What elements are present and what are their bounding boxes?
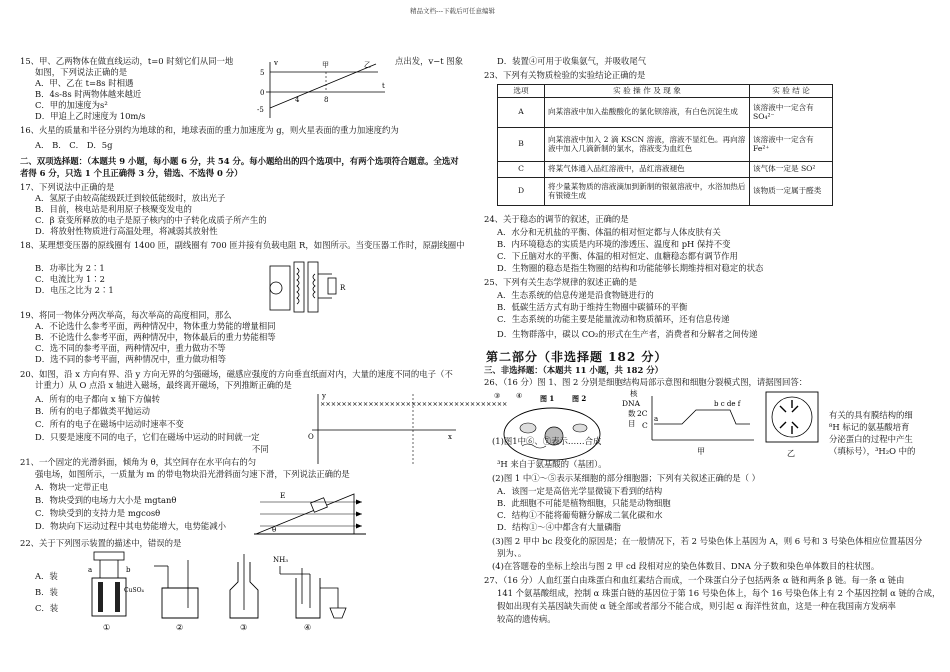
q17-option-d: D．将放射性物质进行高温处理，将减弱其放射性 [35, 226, 218, 236]
graph-x4: 4 [295, 96, 300, 104]
q23-stem: 23、下列有关物质检验的实验结论正确的是 [484, 70, 646, 80]
q25-option-c: C．生态系统的功能主要是能量流动和物质循环，还有信息传递 [497, 314, 730, 324]
q26-q2-d: D．结构①～④中都含有大量磷脂 [497, 522, 621, 532]
fig2-he: 核 [630, 389, 638, 398]
q22-option-d: D．装置④可用于收集氨气，并吸收尾气 [497, 56, 647, 66]
q15-option-d: D．甲追上乙时速度为 10m/s [35, 111, 146, 121]
q16-stem: 16、火星的质量和半径分别约为地球的和，地球表面的重力加速度为 g，则火星表面的重力加速度约为 [20, 125, 399, 135]
q17-stem: 17、下列说法中正确的是 [20, 182, 115, 192]
q20-stem2: 计重力）从 O 点沿 x 轴进入磁场，最终离开磁场，下列推断正确的是 [35, 380, 292, 390]
q27-line4: 较高的遗传病。 [497, 614, 556, 624]
q20-option-d: D．只要是速度不同的电子，它们在磁场中运动的时间就一定 [35, 432, 260, 442]
q26-q2-b: B．此细胞不可能是植物细胞，只能是动物细胞 [497, 498, 671, 508]
table-cell: 向某溶液中加入盐酸酸化的氯化钡溶液，有白色沉淀生成 [545, 97, 750, 127]
graph-y0: 0 [260, 89, 265, 97]
fig2-dna: DNA [622, 399, 640, 408]
table-row [498, 127, 833, 161]
q27-line1: 27、（16 分）人血红蛋白由珠蛋白和血红素结合而成，一个珠蛋白分子包括两条 α 链和两条 β 链。每一条 α 链由 [484, 575, 905, 585]
app-label-4: ④ [304, 623, 312, 632]
q26-q2-a: A．该图一定是高倍光学显微镜下看到的结构 [497, 486, 663, 496]
q26-line-1: (1)图1中⑥、⑦表示……合成 [492, 436, 602, 446]
fig1-label: 图 1 [540, 394, 555, 403]
q22-option-a: A．装 [35, 571, 58, 581]
fig1-num3: ③ [494, 392, 501, 400]
part2-title: 二、双项选择题：（本题共 9 小题，每小题 6 分，共 54 分。每小题给出的四个选项中，有两个选项符合题意。全选对 [20, 156, 459, 166]
q17-option-a: A．氢原子由较高能级跃迁到较低能级时，放出光子 [35, 193, 226, 203]
q26-right4: （填标号），³H₂O 中的 [829, 446, 916, 456]
app-b-label: b [126, 566, 131, 574]
app-label-1: ① [103, 623, 111, 632]
q24-option-c: C．下丘脑对水的平衡、体温的相对恒定、血糖稳态都有调节作用 [497, 251, 738, 261]
q25-stem: 25、下列有关生态学规律的叙述正确的是 [484, 277, 638, 287]
q26-stem: 26、（16 分）图 1、图 2 分别是细胞结构局部示意图和细胞分裂模式图，请据图回答： [484, 377, 808, 387]
q17-option-b: B．目前，核电站是利用原子核聚变发电的 [35, 204, 192, 214]
graph-t-label: t [382, 82, 385, 90]
q15-option-c: C．甲的加速度为s² [35, 100, 108, 110]
fig2-jia: 甲 [697, 447, 705, 456]
q15-line1: 15、甲、乙两物体在做直线运动，t=0 时刻它们从同一地 [20, 56, 234, 66]
q20-option-b: B．所有的电子都做类平抛运动 [35, 406, 151, 416]
q17-option-c: C．β 衰变所释放的电子是原子核内的中子转化成质子所产生的 [35, 215, 267, 225]
q26-right3: 分泌蛋白的过程中产生 [829, 434, 913, 444]
q25-option-d: D．生物群落中，碳以 CO₂的形式在生产者，消费者和分解者之间传递 [497, 329, 758, 339]
q18-option-b: B．功率比为 2∶1 [35, 263, 105, 273]
fig2-points: b c de f [714, 400, 741, 408]
q15-line1-tail: 点出发，v−t 图象 [395, 56, 464, 66]
part2-heading: 第二部分（非选择题 182 分） [486, 350, 668, 364]
vt-graph [250, 58, 400, 122]
q20-option-a: A．所有的电子都向 x 轴下方偏转 [35, 394, 160, 404]
page-header: 精品文档---下载后可任意编辑 [410, 7, 496, 15]
table-cell: D [498, 177, 545, 205]
table-header: 选项 [498, 85, 545, 98]
part2-title2: 者得 6 分，只选 1 个且正确得 3 分，错选、不选得 0 分） [20, 168, 243, 178]
app-label-2: ② [176, 623, 184, 632]
graph-ym5: -5 [257, 106, 264, 114]
table-cell: 该气体一定是 SO² [750, 161, 833, 177]
q15-option-a: A．甲、乙在 t=8s 时相遇 [35, 78, 134, 88]
q22-option-c: C．装 [35, 603, 59, 613]
q22-stem: 22、关于下列图示装置的描述中，错误的是 [20, 538, 182, 548]
q20-stem: 20、如图，沿 x 方向有界、沿 y 方向无界的匀强磁场，磁感应强度的方向垂直纸面对内，大量的速度不同的电子（不 [20, 369, 453, 379]
app-nh3-label: NH₃ [273, 556, 289, 564]
q21-stem: 21、一个固定的光滑斜面，倾角为 θ，其空间存在水平向右的匀 [20, 457, 257, 467]
q18-stem: 18、某理想变压器的原线圈有 1400 匝，副线圈有 700 匝并接有负载电阻 R，如图所示。当变压器工作时，原副线圈中 [20, 240, 465, 250]
q26-q2-stem: (2)图 1 中①～⑤表示某细胞的部分细胞器；下列有关叙述正确的是（ ） [492, 473, 761, 483]
table-row [498, 177, 833, 205]
q18-option-c: C．电流比为 1∶2 [35, 274, 105, 284]
fig2-c: C [642, 421, 648, 430]
app-cuso4-label: CuSO₄ [124, 587, 144, 594]
table-cell: B [498, 127, 545, 161]
incline-diagram [250, 484, 370, 536]
table-cell: 该溶液中一定含有 SO₄²⁻ [750, 97, 833, 127]
app-a-label: a [88, 566, 93, 574]
q26-right1: 有关的具有膜结构的细 [829, 410, 913, 420]
q22-option-b: B．装 [35, 587, 58, 597]
table-cell: 将某气体通入品红溶液中，品红溶液褪色 [545, 161, 750, 177]
magnetic-field-diagram [288, 392, 508, 466]
field-y-label: y [322, 392, 326, 400]
fig2-2c: 2C [637, 409, 648, 418]
q19-option-c: C．选不同的参考平面，两种情况中，重力做功不等 [35, 343, 226, 353]
table-cell: A [498, 97, 545, 127]
fig2-shu: 数 [628, 409, 636, 418]
q26-q3-cont: 别为、。 [497, 548, 527, 558]
field-o-label: O [308, 433, 314, 441]
fig2-yi: 乙 [787, 449, 795, 458]
table-row [498, 97, 833, 127]
q24-option-a: A．水分和无机盐的平衡、体温的相对恒定都与人体皮肤有关 [497, 227, 721, 237]
q20-option-c: C．所有的电子在磁场中运动时速率不变 [35, 419, 184, 429]
q20-option-d-cont: 不同 [252, 444, 269, 454]
q27-line3: 假如出现有关基因缺失而使 α 链全部或者部分不能合成，则引起 α 海洋性贫血，这是一种在我国南方发病率 [497, 601, 896, 611]
q16-options: A． B． C． D．5g [35, 140, 113, 150]
incline-theta-label: θ [272, 526, 277, 534]
table-cell: 该溶液中一定含有 Fe²⁺ [750, 127, 833, 161]
q19-option-d: D．选不同的参考平面，两种情况中，重力做功相等 [35, 354, 226, 364]
q21-option-a: A．物块一定带正电 [35, 482, 109, 492]
table-cell: 该物质一定属于醛类 [750, 177, 833, 205]
app-label-3: ③ [240, 623, 248, 632]
q26-right2: ⁸H 标记的氨基酸培育 [829, 422, 910, 432]
graph-x8: 8 [324, 96, 329, 104]
part3-title: 三、非选择题：（本题共 11 小题，共 182 分） [484, 365, 663, 375]
table-header: 实 验 操 作 及 现 象 [545, 85, 750, 98]
graph-y5: 5 [260, 69, 265, 77]
graph-jia-label: 甲 [322, 61, 329, 69]
field-x-label: x [448, 433, 452, 441]
table-header: 实 验 结 论 [750, 85, 833, 98]
incline-e-label: E [280, 491, 286, 500]
table-cell: 向某溶液中加入 2 滴 KSCN 溶液，溶液不显红色。再向溶液中加入几滴新制的氯水，溶液变为血红色 [545, 127, 750, 161]
q21-option-d: D．物块向下运动过程中其电势能增大，电势能减小 [35, 521, 226, 531]
cell-diagrams [492, 388, 827, 470]
q25-option-b: B．低碳生活方式有助于维持生物圈中碳循环的平衡 [497, 302, 688, 312]
q19-stem: 19、将同一物体分两次举高，每次举高的高度相同，那么 [20, 310, 232, 320]
q24-stem: 24、关于稳态的调节的叙述，正确的是 [484, 214, 629, 224]
q26-q3: (3)图 2 甲中 bc 段变化的原因是；在一般情况下，若 2 号染色体上基因为 A，则 6 号和 3 号染色体相应位置基因分 [492, 536, 923, 546]
q21-option-b: B．物块受到的电场力大小是 mgtanθ [35, 495, 177, 505]
q15-option-b: B．4s-8s 时两物体越来越近 [35, 89, 142, 99]
q21-stem2: 强电场，如图所示，一质量为 m 的带电物块沿光滑斜面匀速下滑，下列说法正确的是 [35, 469, 350, 479]
fig2-mu: 目 [628, 419, 636, 428]
q15-line2: 如图，下列说法正确的是 [35, 67, 128, 77]
q26-q2-c: C．结构①不能将葡萄糖分解成二氧化碳和水 [497, 510, 663, 520]
q19-option-a: A．不论选什么参考平面，两种情况中，物体重力势能的增量相同 [35, 321, 276, 331]
table-cell: C [498, 161, 545, 177]
q24-option-d: D．生物圈的稳态是指生物圈的结构和功能能够长期维持相对稳定的状态 [497, 263, 764, 273]
apparatus-diagram [58, 548, 358, 632]
table-cell: 将少量某物质的溶液滴加到新制的银氨溶液中，水浴加热后有银镜生成 [545, 177, 750, 205]
q27-line2: 141 个氨基酸组成，控制 α 珠蛋白链的基因位于第 16 号染色体上，每个 16 号染色体上有 2 个基因控制 α 链的合成， [497, 588, 941, 598]
q26-q4: (4)在答题卷的坐标上绘出与图 2 甲 cd 段相对应的染色体数目、DNA 分子数和染色单体数目的柱状图。 [492, 561, 880, 571]
graph-v-label: v [274, 59, 278, 67]
fig2-label: 图 2 [572, 394, 587, 403]
table-row [498, 161, 833, 177]
transformer-diagram [268, 258, 358, 316]
q18-option-d: D．电压之比为 2∶1 [35, 285, 114, 295]
q26-line-2: ³H 来自于氨基酸的（基团）。 [497, 459, 607, 469]
fig2-a: a [654, 415, 659, 423]
experiment-table [497, 84, 833, 206]
graph-yi-label: 乙 [364, 61, 371, 69]
fig1-num4: ④ [516, 392, 523, 400]
field-crosses: ××××××××××××××××××××××××××××××××××× [320, 400, 508, 408]
q21-option-c: C．物块受到的支持力是 mgcosθ [35, 508, 161, 518]
table-header-row [498, 85, 833, 98]
q25-option-a: A．生态系统的信息传递是沿食物链进行的 [497, 290, 654, 300]
q24-option-b: B．内环境稳态的实质是内环境的渗透压、温度和 pH 保持不变 [497, 239, 731, 249]
q19-option-b: B．不论选什么参考平面，两种情况中，物体最后的重力势能相等 [35, 332, 276, 342]
transformer-r-label: R [340, 284, 346, 292]
